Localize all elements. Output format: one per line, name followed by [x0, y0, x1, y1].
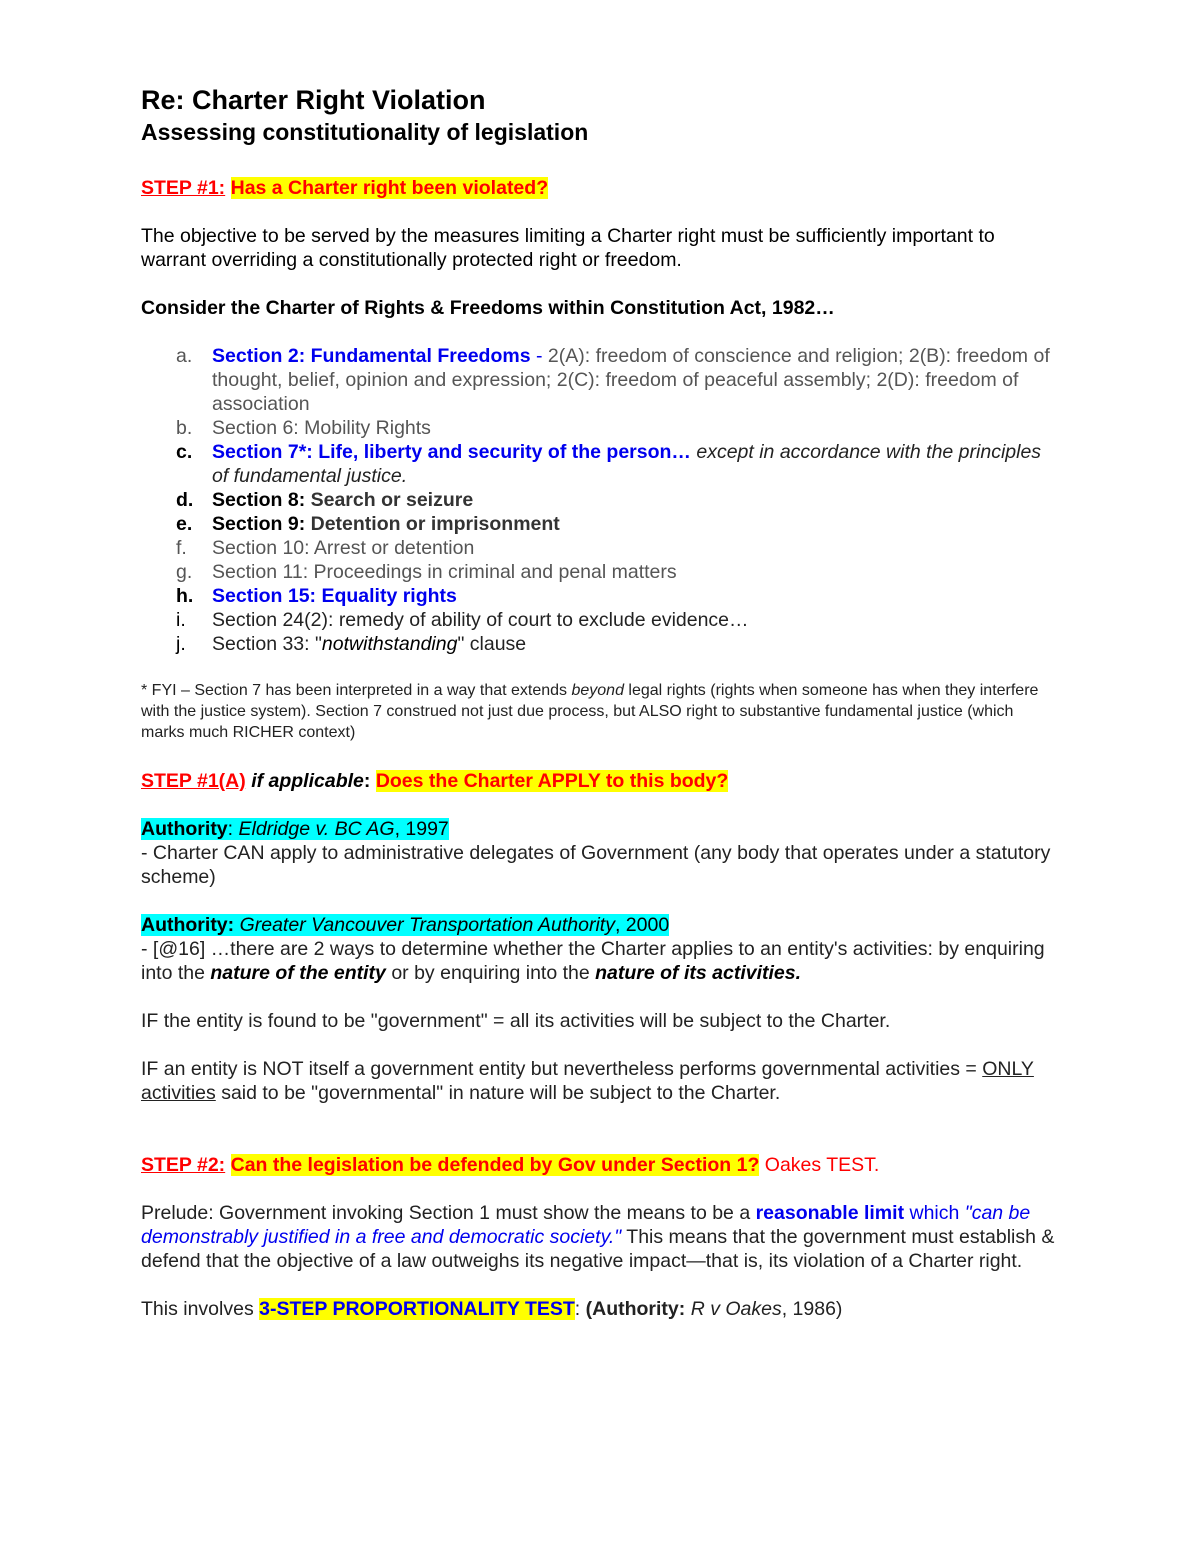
- list-item: i. Section 24(2): remedy of ability of court to exclude evidence…: [176, 609, 749, 631]
- list-item: g. Section 11: Proceedings in criminal and penal matters: [176, 561, 677, 583]
- list-item: j. Section 33: "notwithstanding" clause: [176, 633, 527, 655]
- list-item: b. Section 6: Mobility Rights: [176, 417, 431, 439]
- step1-question: Has a Charter right been violated?: [230, 177, 549, 199]
- authority-eldridge: Authority: Eldridge v. BC AG, 1997 - Charter CAN apply to administrative delegates of Government (any body that operates under a statutory scheme): [141, 818, 1051, 888]
- step2-prelude: Prelude: Government invoking Section 1 must show the means to be a reasonable limit which "can be demonstrably justified in a free and democratic society." This means that the government must establish & defend that the objective of a law outweighs its negative impact—that is, its violation of a Charter right.: [141, 1202, 1055, 1272]
- step1-heading: [141, 176, 1061, 200]
- if-not-government: IF an entity is NOT itself a government entity but nevertheless performs governmental activities = ONLY activities said to be "governmental" in nature will be subject to the Charter.: [141, 1058, 1034, 1104]
- if-government: IF the entity is found to be "government" = all its activities will be subject to the Charter.: [141, 1010, 891, 1032]
- charter-sections-list: [141, 344, 1061, 656]
- step2-label: STEP #2:: [141, 1154, 226, 1176]
- step2-heading: STEP #2: Can the legislation be defended by Gov under Section 1? Oakes TEST.: [141, 1154, 880, 1176]
- document-title: Re: Charter Right Violation: [141, 85, 486, 115]
- list-item: d. Section 8: Search or seizure: [176, 489, 474, 511]
- step2-question: Can the legislation be defended by Gov under Section 1?: [230, 1154, 760, 1176]
- list-item: e. Section 9: Detention or imprisonment: [176, 513, 560, 535]
- list-item: f. Section 10: Arrest or detention: [176, 537, 475, 559]
- proportionality-test-label: 3-STEP PROPORTIONALITY TEST: [259, 1298, 575, 1320]
- step1-body: The objective to be served by the measures limiting a Charter right must be sufficiently important to warrant overriding a constitutionally protected right or freedom.: [141, 225, 995, 271]
- consider-line: Consider the Charter of Rights & Freedoms within Constitution Act, 1982…: [141, 297, 835, 319]
- step1a-heading: STEP #1(A) if applicable: Does the Charter APPLY to this body?: [141, 770, 729, 792]
- document-page: [141, 84, 1061, 1321]
- list-item: c. Section 7*: Life, liberty and security of the person… except in accordance with the principles of fundamental justice.: [176, 441, 1042, 487]
- step1-label: STEP #1:: [141, 177, 226, 199]
- list-item: h. Section 15: Equality rights: [176, 585, 457, 607]
- section-2-title: Section 2: Fundamental Freedoms: [212, 345, 531, 367]
- step1a-question: Does the Charter APPLY to this body?: [375, 770, 729, 792]
- step2-involves: This involves 3-STEP PROPORTIONALITY TEST: (Authority: R v Oakes, 1986): [141, 1298, 843, 1320]
- section-15-title: Section 15: Equality rights: [212, 585, 457, 607]
- step1a-label: STEP #1(A): [141, 770, 246, 792]
- section-7-title: Section 7*: Life, liberty and security of the person…: [212, 441, 691, 463]
- document-subtitle: Assessing constitutionality of legislation: [141, 119, 589, 145]
- list-item: a. Section 2: Fundamental Freedoms - 2(A): freedom of conscience and religion; 2(B): freedom of thought, belief, opinion and expression; 2(C): freedom of peaceful assembly; 2(D): freedom of association: [176, 345, 1050, 415]
- authority-gvta: Authority: Greater Vancouver Transportation Authority, 2000 - [@16] …there are 2 ways to determine whether the Charter applies to an entity's activities: by enquiring into the nature of the entity or by enquiring into the nature of its activities.: [141, 914, 1045, 984]
- footnote: * FYI – Section 7 has been interpreted in a way that extends beyond legal rights (rights when someone has when they interfere with the justice system). Section 7 construed not just due process, but ALSO right to substantive fundamental justice (which marks much RICHER context): [141, 682, 1039, 741]
